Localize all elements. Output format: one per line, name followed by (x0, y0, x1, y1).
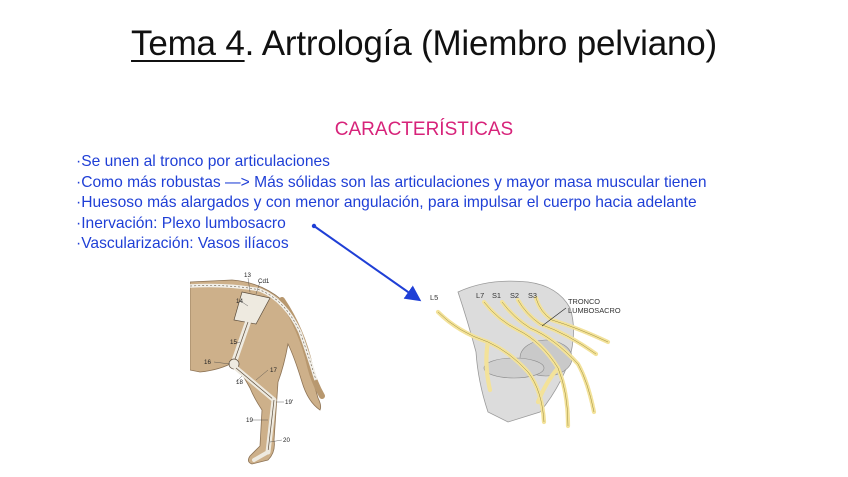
fig-label: S1 (492, 291, 502, 300)
bullet-item: ·Como más robustas —> Más sólidas son las articulaciones y mayor masa muscular tienen (76, 173, 707, 191)
fig-label: 18 (236, 379, 243, 386)
fig-label: 19 (246, 417, 253, 424)
fig-label: L5 (430, 293, 439, 302)
lumbosacral-plexus-figure (418, 272, 648, 442)
fig-label: S3 (528, 291, 538, 300)
fig-label: 17 (270, 367, 277, 374)
section-heading: CARACTERÍSTICAS (334, 119, 514, 140)
fig-label: 20 (283, 437, 290, 444)
fig-label: 14 (236, 298, 243, 305)
title-topic: Tema 4 (131, 24, 245, 63)
slide-title (0, 24, 848, 64)
fig-label: LUMBOSACRO (568, 306, 621, 315)
bullet-item: ·Vascularización: Vasos ilíacos (76, 235, 289, 253)
bullet-list (76, 152, 836, 255)
hindlimb-skeleton-figure (190, 270, 340, 470)
fig-label: 16 (204, 359, 211, 366)
fig-label: 15 (230, 339, 237, 346)
fig-label: 13 (244, 272, 251, 279)
fig-label: TRONCO (568, 297, 601, 306)
bullet-item: ·Huesoso más alargados y con menor angulación, para impulsar el cuerpo hacia adelante (76, 194, 697, 212)
fig-label: S2 (510, 291, 520, 300)
bullet-item: ·Se unen al tronco por articulaciones (76, 153, 330, 170)
fig-label: Cd1 (258, 278, 270, 285)
bullet-item: ·Inervación: Plexo lumbosacro (76, 214, 286, 232)
fig-label: L7 (476, 291, 485, 300)
title-rest: . Artrología (Miembro pelviano) (244, 24, 717, 63)
fig-label: 19' (285, 399, 294, 406)
